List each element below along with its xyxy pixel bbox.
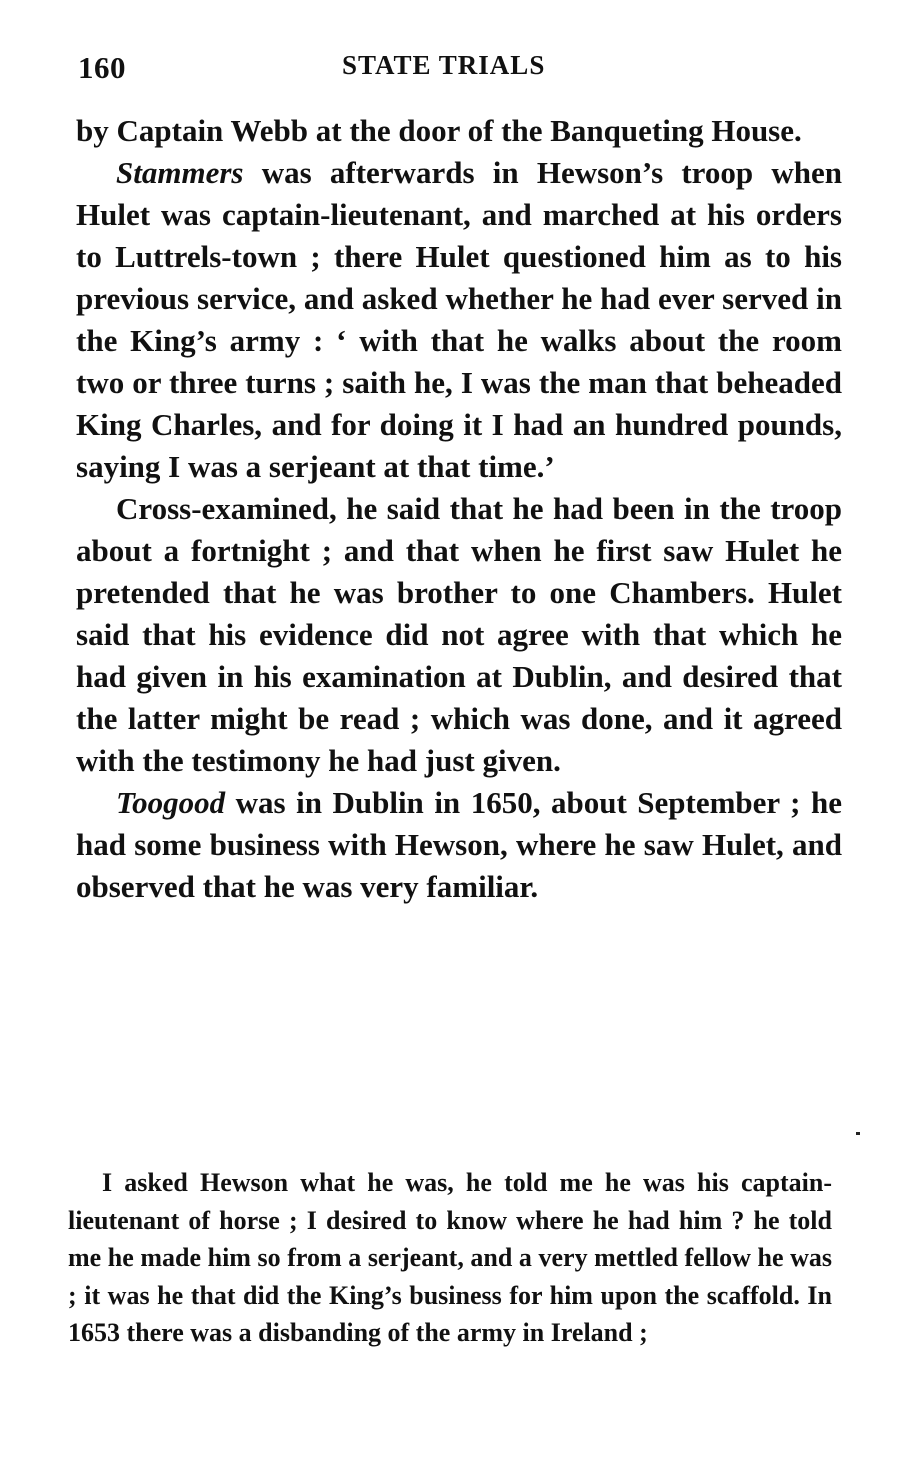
stray-ink-mark xyxy=(856,1132,860,1135)
speaker-name: Stammers xyxy=(116,155,244,190)
running-title: STATE TRIALS xyxy=(342,50,546,80)
body-text xyxy=(76,110,842,908)
book-page xyxy=(76,46,842,908)
paragraph-cross-examined: Cross-examined, he said that he had been in the troop about a fortnight ; and that when he first saw Hulet he pretended that he was brother to one Chambers. Hulet said that his evidence did not agree with that which he had given in his examination at Dublin, and desired that the latter might be read ; which was done, and it agreed with the testimony he had just given. xyxy=(76,491,842,778)
quote-text: I asked Hewson what he was, he told me he was his captain-lieutenant of horse ; I desired to know where he had him ? he told me he made him so from a serjeant, and a very mettled fellow he was ; it was he that did the King’s business for him upon the scaffold. In 1653 there was a disbanding of the army in Ireland ; xyxy=(68,1168,832,1347)
block-quote xyxy=(68,1164,832,1352)
paragraph-text: was afterwards in Hewson’s troop when Hulet was captain-lieutenant, and marched at his orders to Luttrels-town ; there Hulet questioned him as to his previous service, and asked whether he had ever served in the King’s army : ‘ with that he walks about the room two or three turns ; saith he, I was the man that beheaded King Charles, and for doing it I had an hundred pounds, saying I was a serjeant at that time.’ xyxy=(76,155,842,484)
paragraph-toogood xyxy=(76,782,842,908)
speaker-name: Toogood xyxy=(116,785,226,820)
page-number: 160 xyxy=(78,50,126,85)
paragraph-text: was in Dublin in 1650, about September ; he had some business with Hewson, where he saw Hulet, and observed that he was very familiar. xyxy=(76,785,842,904)
paragraph-stammers xyxy=(76,152,842,488)
paragraph-webb: by Captain Webb at the door of the Banqueting House. xyxy=(76,113,802,148)
running-head xyxy=(76,46,842,92)
